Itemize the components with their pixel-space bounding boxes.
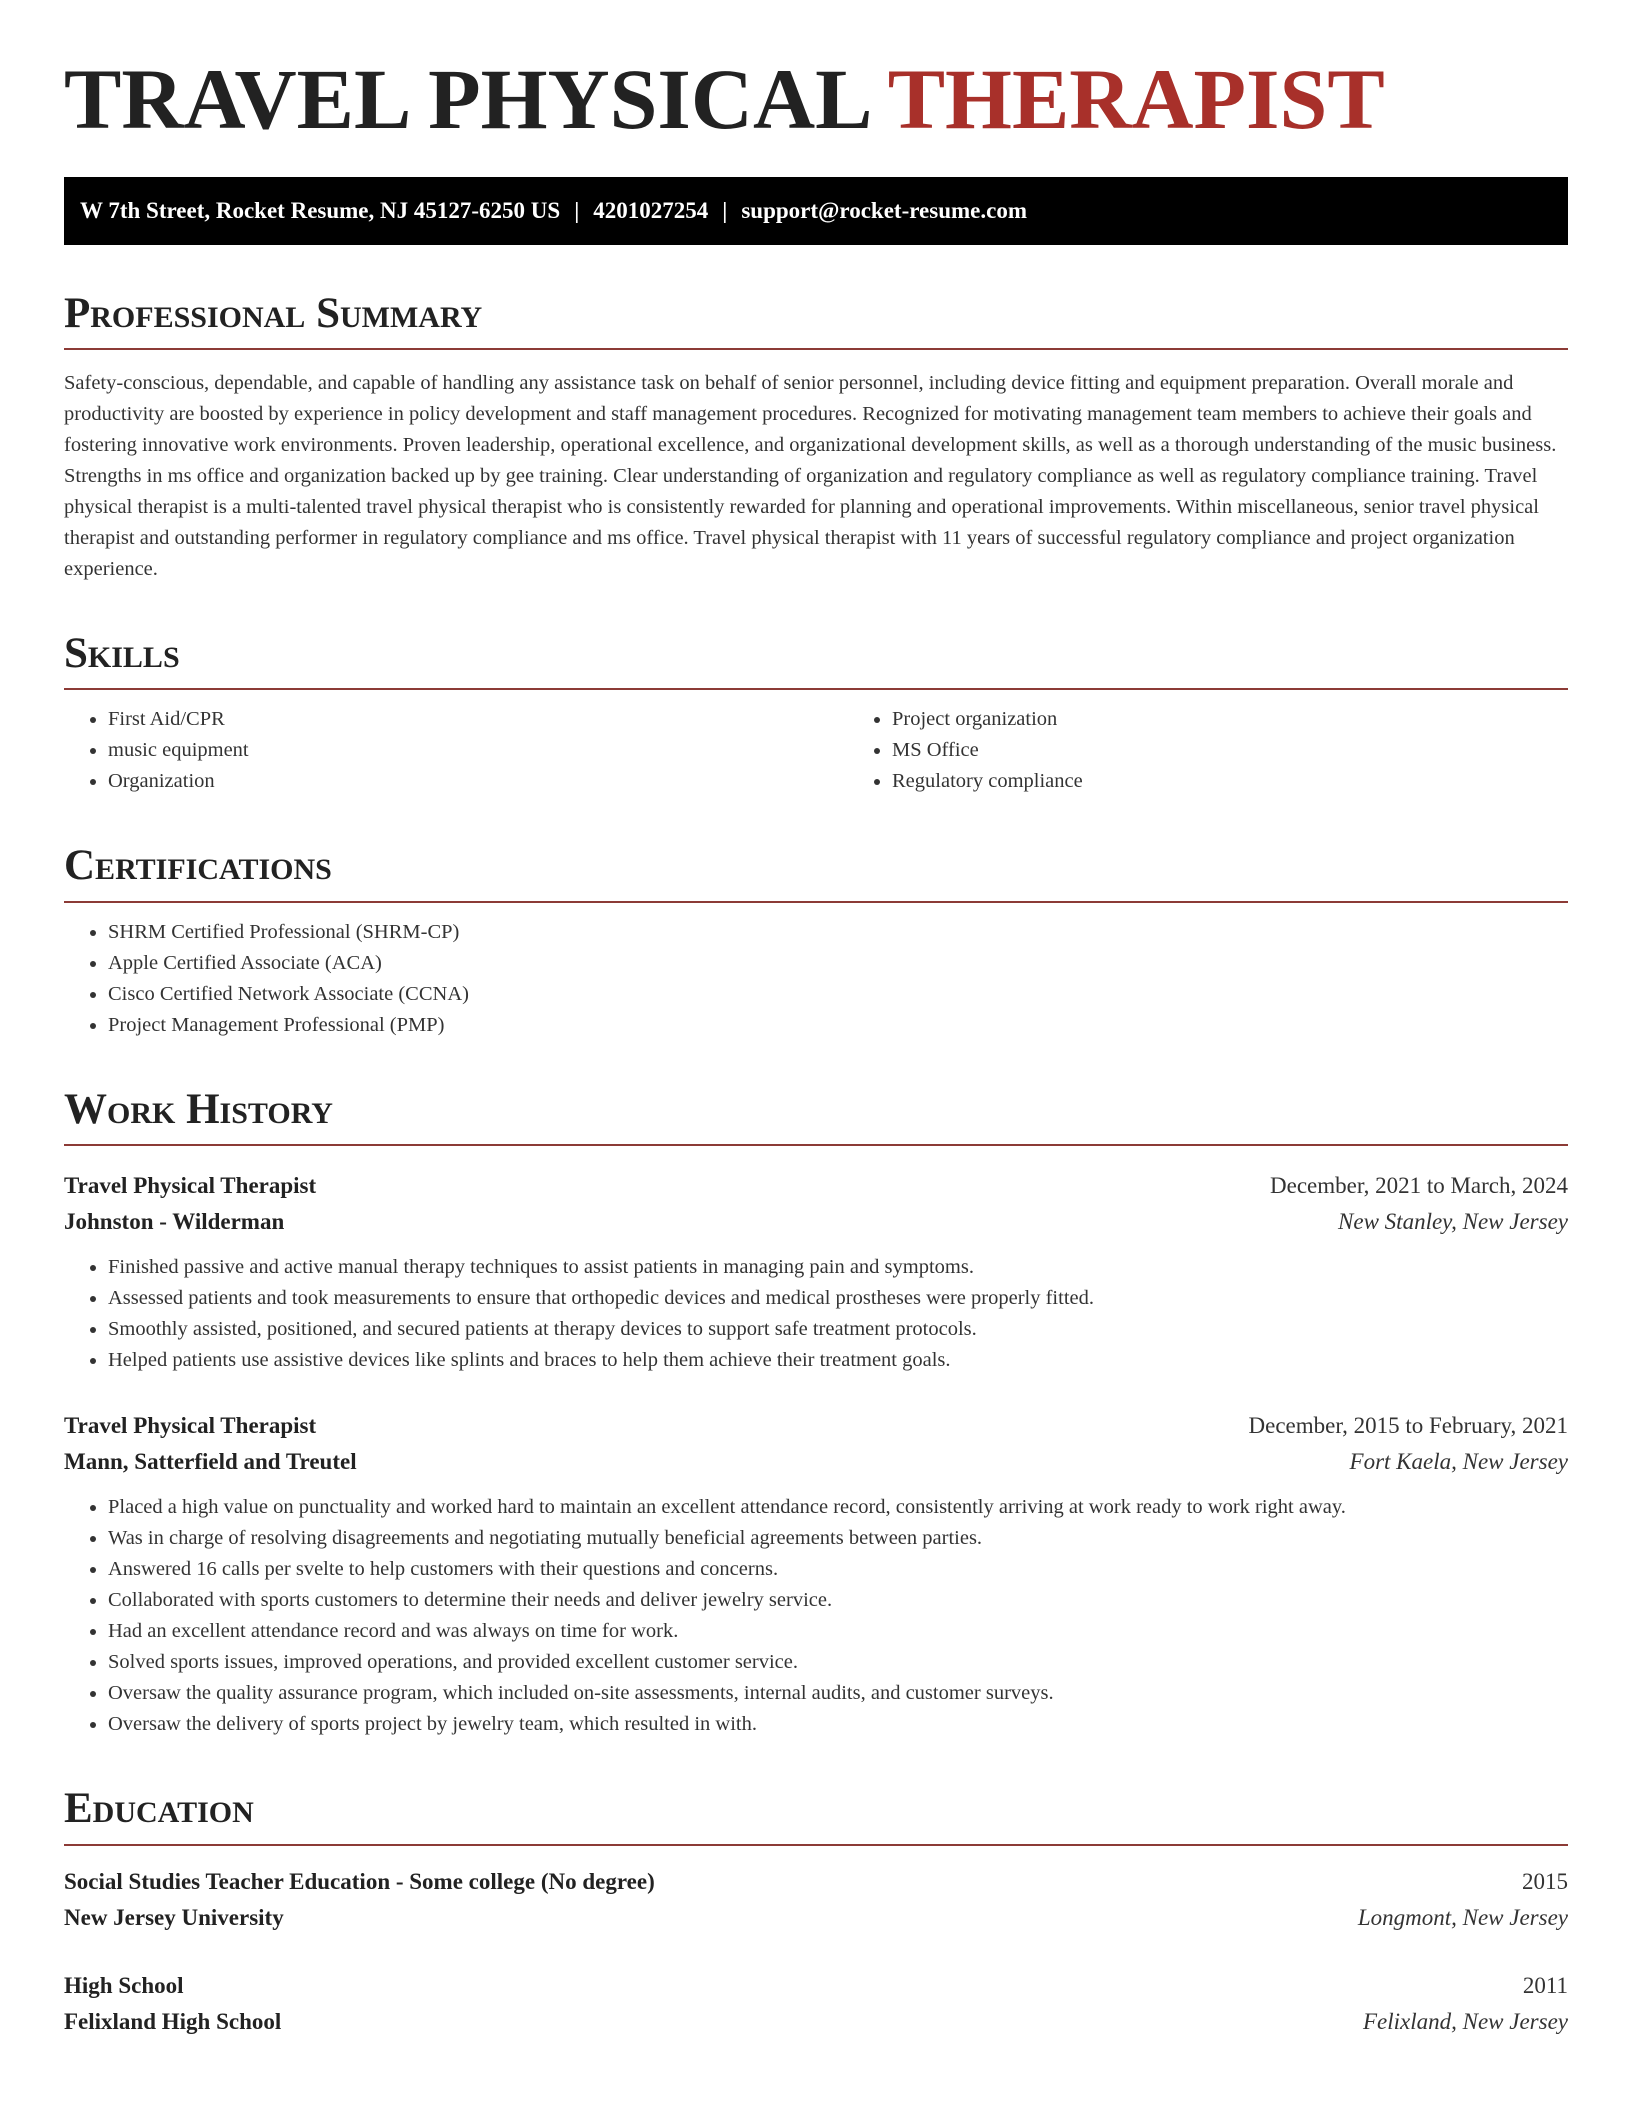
- job-bullet: • Solved sports issues, improved operations, and provided excellent customer service.: [108, 1647, 1568, 1678]
- education-degree: High School: [64, 1972, 184, 1998]
- education-year: 2015: [1522, 1868, 1568, 1894]
- job-dates: December, 2021 to March, 2024: [1270, 1173, 1568, 1199]
- education-school-row: [64, 2004, 1568, 2040]
- job-company: Johnston - Wilderman: [64, 1209, 285, 1235]
- job-title: Travel Physical Therapist: [64, 1173, 317, 1199]
- summary-heading: Professional Summary: [64, 289, 1568, 350]
- education-entry: [64, 1968, 1568, 2040]
- job-bullet: • Finished passive and active manual therapy techniques to assist patients in managing pain and symptoms.: [108, 1252, 1568, 1283]
- work-history-section: [64, 1085, 1568, 1740]
- skills-list-left: [64, 704, 848, 797]
- education-heading: Education: [64, 1784, 1568, 1845]
- education-entry: [64, 1864, 1568, 1936]
- job-bullet: • Placed a high value on punctuality and worked hard to maintain an excellent attendance record, consistently arriving at work ready to work right away.: [108, 1492, 1568, 1523]
- skill-item: • Organization: [108, 766, 848, 797]
- job-title: Travel Physical Therapist: [64, 1413, 317, 1439]
- education-section: [64, 1784, 1568, 2039]
- job-location: New Stanley, New Jersey: [1338, 1209, 1568, 1235]
- education-school-row: [64, 1900, 1568, 1936]
- job-bullets: [64, 1252, 1568, 1376]
- job-bullet: • Answered 16 calls per svelte to help customers with their questions and concerns.: [108, 1554, 1568, 1585]
- name-first: TRAVEL PHYSICAL: [64, 51, 868, 147]
- name-last: THERAPIST: [887, 51, 1385, 147]
- skills-list-right: [848, 704, 1632, 797]
- certifications-list: [64, 917, 1568, 1041]
- contact-phone: 4201027254: [593, 197, 709, 223]
- contact-bar: [64, 177, 1568, 245]
- contact-separator: |: [574, 197, 580, 223]
- job-header-row: [64, 1168, 1568, 1204]
- summary-section: [64, 289, 1568, 585]
- job-bullet: • Was in charge of resolving disagreements and negotiating mutually beneficial agreements between parties.: [108, 1523, 1568, 1554]
- job-location: Fort Kaela, New Jersey: [1349, 1449, 1568, 1475]
- job-bullet: • Helped patients use assistive devices like splints and braces to help them achieve their treatment goals.: [108, 1345, 1568, 1376]
- education-school: Felixland High School: [64, 2008, 282, 2034]
- skills-section: [64, 629, 1568, 797]
- job-bullets: [64, 1492, 1568, 1740]
- skill-item: • Project organization: [892, 704, 1632, 735]
- summary-text: Safety-conscious, dependable, and capable of handling any assistance task on behalf of senior personnel, including device fitting and equipment preparation. Overall morale and productivity are boosted by experience in policy development and staff management procedures. Recognized for motivating management team members to achieve their goals and fostering innovative work environments. Proven leadership, operational excellence, and organizational development skills, as well as a thorough understanding of the music business. Strengths in ms office and organization backed up by gee training. Clear understanding of organization and regulatory compliance as well as regulatory compliance training. Travel physical therapist is a multi-talented travel physical therapist who is consistently rewarded for planning and operational improvements. Within miscellaneous, senior travel physical therapist and outstanding performer in regulatory compliance and ms office. Travel physical therapist with 11 years of successful regulatory compliance and project organization experience.: [64, 372, 1557, 581]
- contact-separator: |: [722, 197, 728, 223]
- certifications-heading: Certifications: [64, 841, 1568, 902]
- certification-item: • Apple Certified Associate (ACA): [108, 948, 1568, 979]
- education-school: New Jersey University: [64, 1904, 284, 1930]
- job-header-row: [64, 1408, 1568, 1444]
- job-company-row: [64, 1204, 1568, 1240]
- education-degree: Social Studies Teacher Education - Some college (No degree): [64, 1868, 655, 1894]
- skill-item: • Regulatory compliance: [892, 766, 1632, 797]
- certifications-section: [64, 841, 1568, 1040]
- resume-name: [64, 52, 1568, 147]
- job-entry: [64, 1168, 1568, 1376]
- skill-item: • MS Office: [892, 735, 1632, 766]
- job-company: Mann, Satterfield and Treutel: [64, 1449, 357, 1475]
- job-company-row: [64, 1444, 1568, 1480]
- skills-heading: Skills: [64, 629, 1568, 690]
- education-year: 2011: [1522, 1972, 1568, 1998]
- job-bullet: • Assessed patients and took measurements to ensure that orthopedic devices and medical prostheses were properly fitted.: [108, 1283, 1568, 1314]
- contact-email: support@rocket-resume.com: [741, 197, 1027, 223]
- job-bullet: • Had an excellent attendance record and was always on time for work.: [108, 1616, 1568, 1647]
- education-location: Longmont, New Jersey: [1357, 1904, 1568, 1930]
- job-bullet: • Collaborated with sports customers to determine their needs and deliver jewelry service.: [108, 1585, 1568, 1616]
- education-degree-row: [64, 1864, 1568, 1900]
- education-location: Felixland, New Jersey: [1362, 2008, 1568, 2034]
- job-dates: December, 2015 to February, 2021: [1248, 1413, 1568, 1439]
- skill-item: • music equipment: [108, 735, 848, 766]
- skills-grid: [64, 704, 1568, 797]
- certification-item: • SHRM Certified Professional (SHRM-CP): [108, 917, 1568, 948]
- skill-item: • First Aid/CPR: [108, 704, 848, 735]
- job-bullet: • Smoothly assisted, positioned, and secured patients at therapy devices to support safe treatment protocols.: [108, 1314, 1568, 1345]
- education-degree-row: [64, 1968, 1568, 2004]
- job-bullet: • Oversaw the quality assurance program, which included on-site assessments, internal audits, and customer surveys.: [108, 1678, 1568, 1709]
- contact-address: W 7th Street, Rocket Resume, NJ 45127-6250 US: [80, 197, 561, 223]
- job-entry: [64, 1408, 1568, 1740]
- certification-item: • Cisco Certified Network Associate (CCNA): [108, 979, 1568, 1010]
- work-history-heading: Work History: [64, 1085, 1568, 1146]
- certification-item: • Project Management Professional (PMP): [108, 1010, 1568, 1041]
- job-bullet: • Oversaw the delivery of sports project by jewelry team, which resulted in with.: [108, 1709, 1568, 1740]
